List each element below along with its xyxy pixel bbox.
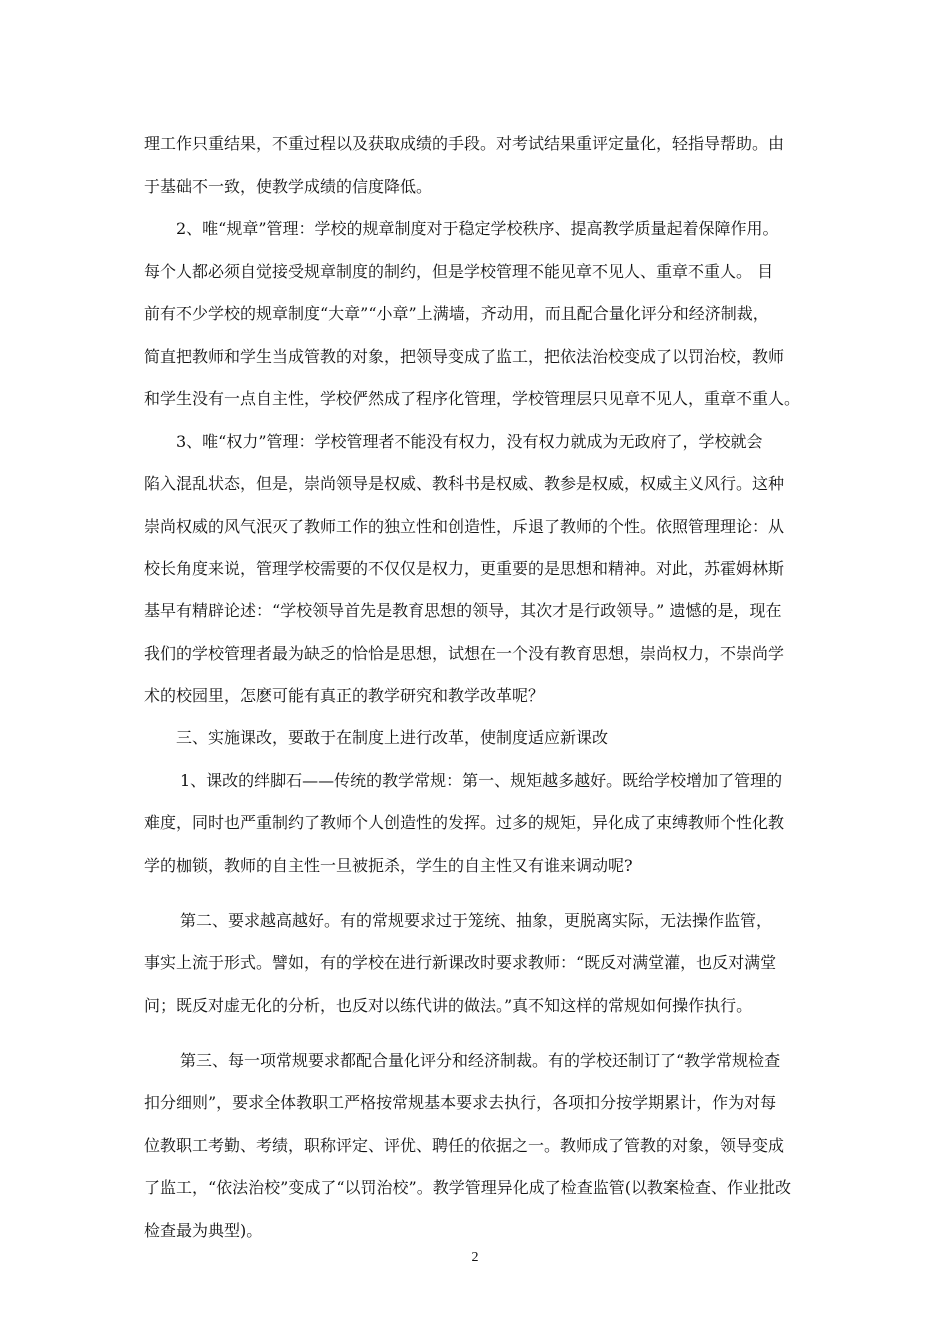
- paragraph-line: 简直把教师和学生当成管教的对象，把领导变成了监工，把依法治校变成了以罚治校，教师: [144, 347, 785, 366]
- paragraph-line: 学的枷锁，教师的自主性一旦被扼杀，学生的自主性又有谁来调动呢?: [144, 856, 633, 875]
- paragraph-line: 问；既反对虚无化的分析，也反对以练代讲的做法。”真不知这样的常规如何操作执行。: [144, 996, 753, 1015]
- paragraph-line: 了监工，“依法治校”变成了“以罚治校”。教学管理异化成了检查监管(以教案检查、作业批改: [144, 1178, 791, 1197]
- paragraph-line: 术的校园里，怎麽可能有真正的教学研究和教学改革呢？: [144, 686, 545, 705]
- paragraph-line: 我们的学校管理者最为缺乏的恰恰是思想，试想在一个没有教育思想，崇尚权力，不崇尚学: [144, 644, 785, 663]
- paragraph-line: 校长角度来说，管理学校需要的不仅仅是权力，更重要的是思想和精神。对此，苏霍姆林斯: [144, 559, 785, 578]
- paragraph-line: 基早有精辟论述：“学校领导首先是教育思想的领导，其次才是行政领导。” 遗憾的是，现在: [144, 601, 782, 620]
- paragraph-line: 3、唯“权力”管理：学校管理者不能没有权力，没有权力就成为无政府了，学校就会: [176, 432, 763, 451]
- paragraph-line: 2、唯“规章”管理：学校的规章制度对于稳定学校秩序、提高教学质量起着保障作用。: [176, 219, 779, 238]
- paragraph-line: 前有不少学校的规章制度“大章”“小章”上满墙，齐动用，而且配合量化评分和经济制裁，: [144, 304, 769, 323]
- paragraph-line: 1、课改的绊脚石——传统的教学常规：第一、规矩越多越好。既给学校增加了管理的: [180, 771, 783, 790]
- paragraph-line: 难度，同时也严重制约了教师个人创造性的发挥。过多的规矩，异化成了束缚教师个性化教: [144, 813, 785, 832]
- paragraph-line: 崇尚权威的风气泯灭了教师工作的独立性和创造性，斥退了教师的个性。依照管理理论：从: [144, 517, 785, 536]
- paragraph-line: 事实上流于形式。譬如，有的学校在进行新课改时要求教师：“既反对满堂灌，也反对满堂: [144, 953, 777, 972]
- paragraph-line: 于基础不一致，使教学成绩的信度降低。: [144, 177, 433, 196]
- paragraph-line: 每个人都必须自觉接受规章制度的制约，但是学校管理不能见章不见人、重章不重人。 目: [144, 262, 774, 281]
- paragraph-line: 位教职工考勤、考绩，职称评定、评优、聘任的依据之一。教师成了管教的对象，领导变成: [144, 1136, 785, 1155]
- paragraph-line: 第二、要求越高越好。有的常规要求过于笼统、抽象，更脱离实际，无法操作监管，: [180, 911, 773, 930]
- paragraph-line: 理工作只重结果，不重过程以及获取成绩的手段。对考试结果重评定量化，轻指导帮助。由: [144, 134, 785, 153]
- page-number: 2: [471, 1250, 479, 1265]
- section-heading: 三、实施课改，要敢于在制度上进行改革，使制度适应新课改: [176, 728, 609, 747]
- paragraph-line: 陷入混乱状态，但是，崇尚领导是权威、教科书是权威、教参是权威，权威主义风行。这种: [144, 474, 785, 493]
- paragraph-line: 第三、每一项常规要求都配合量化评分和经济制裁。有的学校还制订了“教学常规检查: [180, 1051, 781, 1070]
- paragraph-line: 和学生没有一点自主性，学校俨然成了程序化管理，学校管理层只见章不见人，重章不重人。: [144, 389, 801, 408]
- paragraph-line: 检查最为典型)。: [144, 1221, 263, 1240]
- paragraph-line: 扣分细则”，要求全体教职工严格按常规基本要求去执行，各项扣分按学期累计，作为对每: [144, 1093, 777, 1112]
